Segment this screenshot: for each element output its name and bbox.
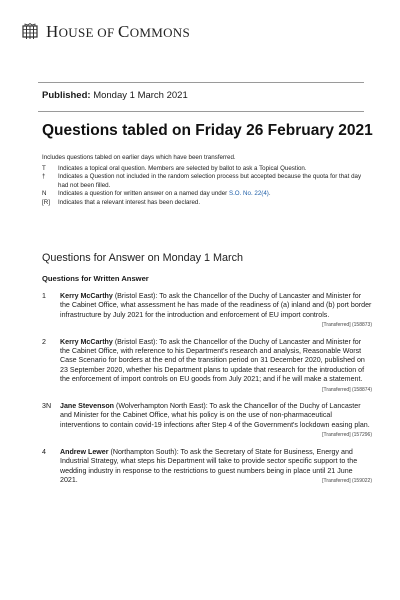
published-label: Published: bbox=[42, 90, 91, 101]
question-text: To ask the Chancellor of the Duchy of Lancaster and Minister for the Cabinet Office, with reference to his Department's research and analysis, Reasonable Worst Case Scenario for borders at the end of the transition period on 31 December 2020, published on 23 September 2020, whether his Department plans to update that research for the introduction of the enforcement of import controls on EU goods from July 2021; and if he will make a statement. bbox=[60, 337, 365, 384]
legend-text: Indicates a question for written answer on a named day under S.O. No. 22(4). bbox=[58, 190, 271, 198]
question-item bbox=[42, 292, 372, 331]
question-number: 3N bbox=[42, 402, 52, 411]
constituency: (Bristol East): bbox=[112, 337, 158, 346]
question-body bbox=[60, 402, 372, 441]
question-item bbox=[42, 448, 372, 487]
published-date: Monday 1 March 2021 bbox=[93, 90, 188, 101]
question-body bbox=[60, 338, 372, 395]
constituency: (Wolverhampton North East): bbox=[114, 402, 208, 411]
question-number: 4 bbox=[42, 447, 46, 456]
legend bbox=[42, 165, 372, 207]
legend-text: Indicates a topical oral question. Members are selected by ballot to ask a Topical Question. bbox=[58, 165, 307, 172]
question-text: To ask the Chancellor of the Duchy of Lancaster and Minister for the Cabinet Office, what assessment he has made of the readiness of (a) inland and (b) port border infrastructure by July 2021 for the introduction and enforcement of EU import controls. bbox=[60, 292, 372, 319]
question-body bbox=[60, 292, 372, 331]
legend-text: Indicates a Question not included in the random selection process but accepted because the quota for that day had not been filled. bbox=[58, 173, 362, 189]
member-name: Jane Stevenson bbox=[60, 402, 115, 411]
legend-symbol: T bbox=[42, 165, 46, 172]
page-title: Questions tabled on Friday 26 February 2021 bbox=[42, 122, 373, 139]
question-text: To ask the Chancellor of the Duchy of Lancaster and Minister for the Cabinet Office, what his policy is on the use of non-pharmaceutical interventions to contain covid-19 infections after Step 4 of the Government's lockdown easing plan. bbox=[60, 402, 370, 429]
question-reference: [Transferred] (158874) bbox=[322, 386, 372, 393]
legend-text: Indicates that a relevant interest has been declared. bbox=[58, 198, 201, 206]
member-name: Andrew Lewer bbox=[60, 447, 109, 456]
constituency: (Bristol East): bbox=[112, 292, 158, 300]
questions-list bbox=[42, 292, 372, 493]
question-item bbox=[42, 338, 372, 395]
legend-row-dagger bbox=[42, 173, 372, 190]
subheading: Questions for Written Answer bbox=[42, 274, 149, 283]
question-number: 2 bbox=[42, 337, 46, 346]
question-item bbox=[42, 402, 372, 441]
member-name: Kerry McCarthy bbox=[60, 292, 113, 300]
legend-row-topical bbox=[42, 165, 372, 173]
house-of-commons-wordmark: HOUSE OF COMMONS bbox=[46, 22, 191, 41]
header bbox=[22, 22, 190, 42]
question-reference: [Transferred] (157296) bbox=[322, 432, 372, 439]
section-heading: Questions for Answer on Monday 1 March bbox=[42, 252, 244, 264]
legend-row-interest bbox=[42, 199, 372, 207]
legend-symbol: N bbox=[42, 190, 47, 198]
portcullis-logo bbox=[22, 23, 38, 41]
legend-row-named-day bbox=[42, 190, 372, 198]
top-divider bbox=[38, 82, 364, 83]
published-line bbox=[42, 90, 188, 101]
question-reference: [Transferred] (159022) bbox=[322, 477, 372, 484]
constituency: (Northampton South): bbox=[108, 447, 179, 456]
intro-text: Includes questions tabled on earlier days which have been transferred. bbox=[42, 154, 236, 161]
legend-symbol: † bbox=[42, 173, 46, 181]
legend-symbol: [R] bbox=[42, 198, 50, 206]
question-text: To ask the Secretary of State for Business, Energy and Industrial Strategy, what steps his Department will take to provide sector specific support to the wedding industry in response to the restrictions to guest numbers being in place until 21 June 2021. bbox=[60, 447, 358, 484]
standing-order-link[interactable]: S.O. No. 22(4) bbox=[228, 190, 269, 198]
bottom-divider bbox=[38, 111, 364, 112]
question-reference: [Transferred] (158873) bbox=[322, 322, 372, 329]
question-number: 1 bbox=[42, 292, 46, 300]
question-body bbox=[60, 448, 372, 487]
member-name: Kerry McCarthy bbox=[60, 337, 113, 346]
